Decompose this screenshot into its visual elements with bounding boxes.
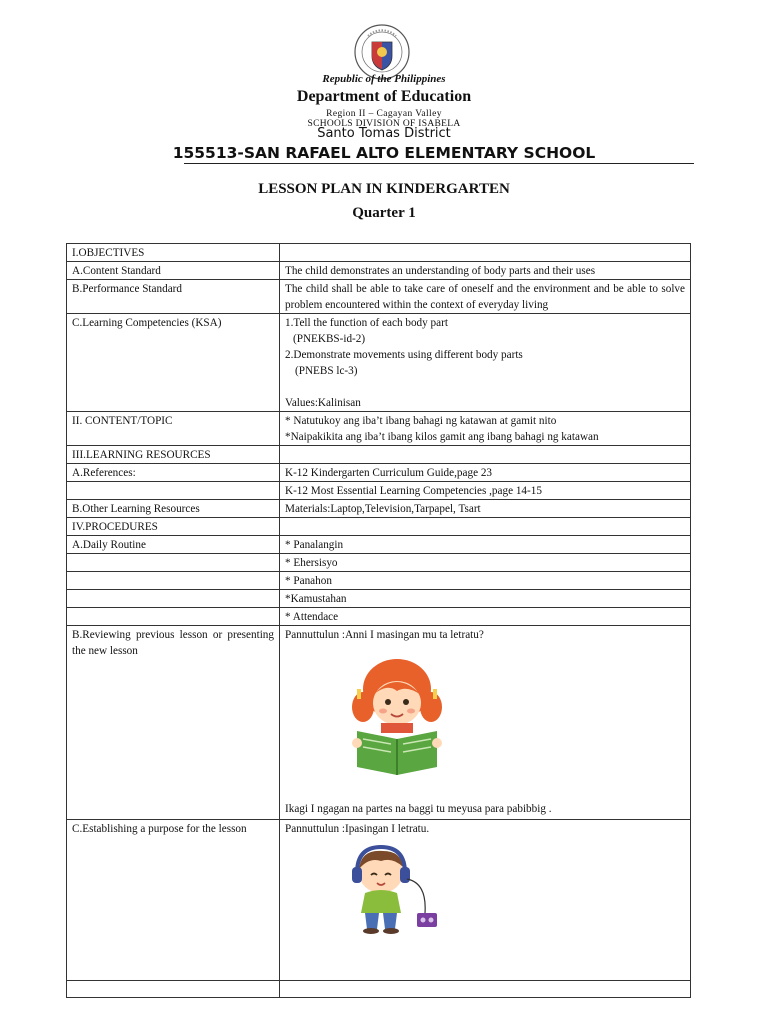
quarter-label: Quarter 1 (352, 205, 416, 221)
table-row (67, 590, 691, 608)
performance-standard-value: The child shall be able to take care of oneself and the environment and be able to solve problem encountered within the context of everyday living (280, 280, 691, 314)
empty-cell (67, 590, 280, 608)
republic-heading: Republic of the Philippines (322, 73, 446, 85)
content-topic-label: II. CONTENT/TOPIC (67, 412, 280, 446)
deped-seal-icon (354, 24, 410, 80)
table-row (67, 981, 691, 998)
other-resources-label: B.Other Learning Resources (67, 500, 280, 518)
region-heading: Region II – Cagayan Valley (326, 109, 442, 119)
competency-2-code: (PNEBS lc-3) (295, 365, 358, 377)
table-row (67, 518, 691, 536)
girl-reading-icon (347, 655, 447, 775)
content-topic-value (280, 412, 691, 446)
table-row (67, 446, 691, 464)
reviewing-value (280, 626, 691, 820)
reviewing-label: B.Reviewing previous lesson or presenting the new lesson (67, 626, 280, 820)
table-row (67, 412, 691, 446)
lesson-plan-table (66, 243, 691, 998)
routine-item: * Panahon (280, 572, 691, 590)
reviewing-caption: Ikagi I ngagan na partes na baggi tu meyusa para pabibbig . (285, 803, 552, 815)
district-heading: Santo Tomas District (317, 126, 451, 141)
table-row (67, 244, 691, 262)
procedures-value (280, 518, 691, 536)
empty-cell (67, 572, 280, 590)
routine-item: * Ehersisyo (280, 554, 691, 572)
routine-item: * Attendace (280, 608, 691, 626)
establishing-label: C.Establishing a purpose for the lesson (67, 820, 280, 981)
establishing-value (280, 820, 691, 981)
empty-cell (67, 554, 280, 572)
content-standard-label: A.Content Standard (67, 262, 280, 280)
table-row (67, 482, 691, 500)
topic-1: * Natutukoy ang iba’t ibang bahagi ng katawan at gamit nito (285, 415, 557, 427)
table-row (67, 314, 691, 412)
establishing-prompt: Pannuttulun :Ipasingan I letratu. (285, 823, 430, 835)
content-standard-value: The child demonstrates an understanding of body parts and their uses (280, 262, 691, 280)
performance-standard-label: B.Performance Standard (67, 280, 280, 314)
routine-item: *Kamustahan (280, 590, 691, 608)
topic-2: *Naipakikita ang iba’t ibang kilos gamit ang ibang bahagi ng katawan (285, 431, 599, 443)
procedures-label: IV.PROCEDURES (67, 518, 280, 536)
lesson-plan-title: LESSON PLAN IN KINDERGARTEN (258, 181, 510, 197)
empty-cell (67, 981, 280, 998)
empty-cell (280, 981, 691, 998)
resources-value (280, 446, 691, 464)
empty-cell (67, 482, 280, 500)
table-row (67, 280, 691, 314)
department-heading: Department of Education (296, 88, 472, 105)
reference-1: K-12 Kindergarten Curriculum Guide,page 23 (280, 464, 691, 482)
table-row (67, 536, 691, 554)
reference-2: K-12 Most Essential Learning Competencies ,page 14-15 (280, 482, 691, 500)
competency-2: 2.Demonstrate movements using different body parts (285, 349, 523, 361)
competencies-value (280, 314, 691, 412)
header-divider (184, 163, 694, 164)
table-row (67, 608, 691, 626)
table-row (67, 820, 691, 981)
table-row (67, 554, 691, 572)
division-heading: SCHOOLS DIVISION OF ISABELA (307, 119, 461, 129)
table-row (67, 262, 691, 280)
table-row (67, 500, 691, 518)
school-name: 155513-SAN RAFAEL ALTO ELEMENTARY SCHOOL (172, 144, 596, 162)
empty-cell (67, 608, 280, 626)
table-row (67, 464, 691, 482)
resources-label: III.LEARNING RESOURCES (67, 446, 280, 464)
boy-headphones-icon (347, 843, 447, 935)
reviewing-prompt: Pannuttulun :Anni I masingan mu ta letratu? (285, 629, 484, 641)
competency-1-code: (PNEKBS-id-2) (293, 333, 366, 345)
daily-routine-label: A.Daily Routine (67, 536, 280, 554)
objectives-label: I.OBJECTIVES (67, 244, 280, 262)
values-text: Values:Kalinisan (285, 397, 361, 409)
table-row (67, 572, 691, 590)
other-resources-value: Materials:Laptop,Television,Tarpapel, Tsart (280, 500, 691, 518)
competency-1: 1.Tell the function of each body part (285, 317, 448, 329)
table-row (67, 626, 691, 820)
routine-item: * Panalangin (280, 536, 691, 554)
references-label: A.References: (67, 464, 280, 482)
competencies-label: C.Learning Competencies (KSA) (67, 314, 280, 412)
objectives-value (280, 244, 691, 262)
